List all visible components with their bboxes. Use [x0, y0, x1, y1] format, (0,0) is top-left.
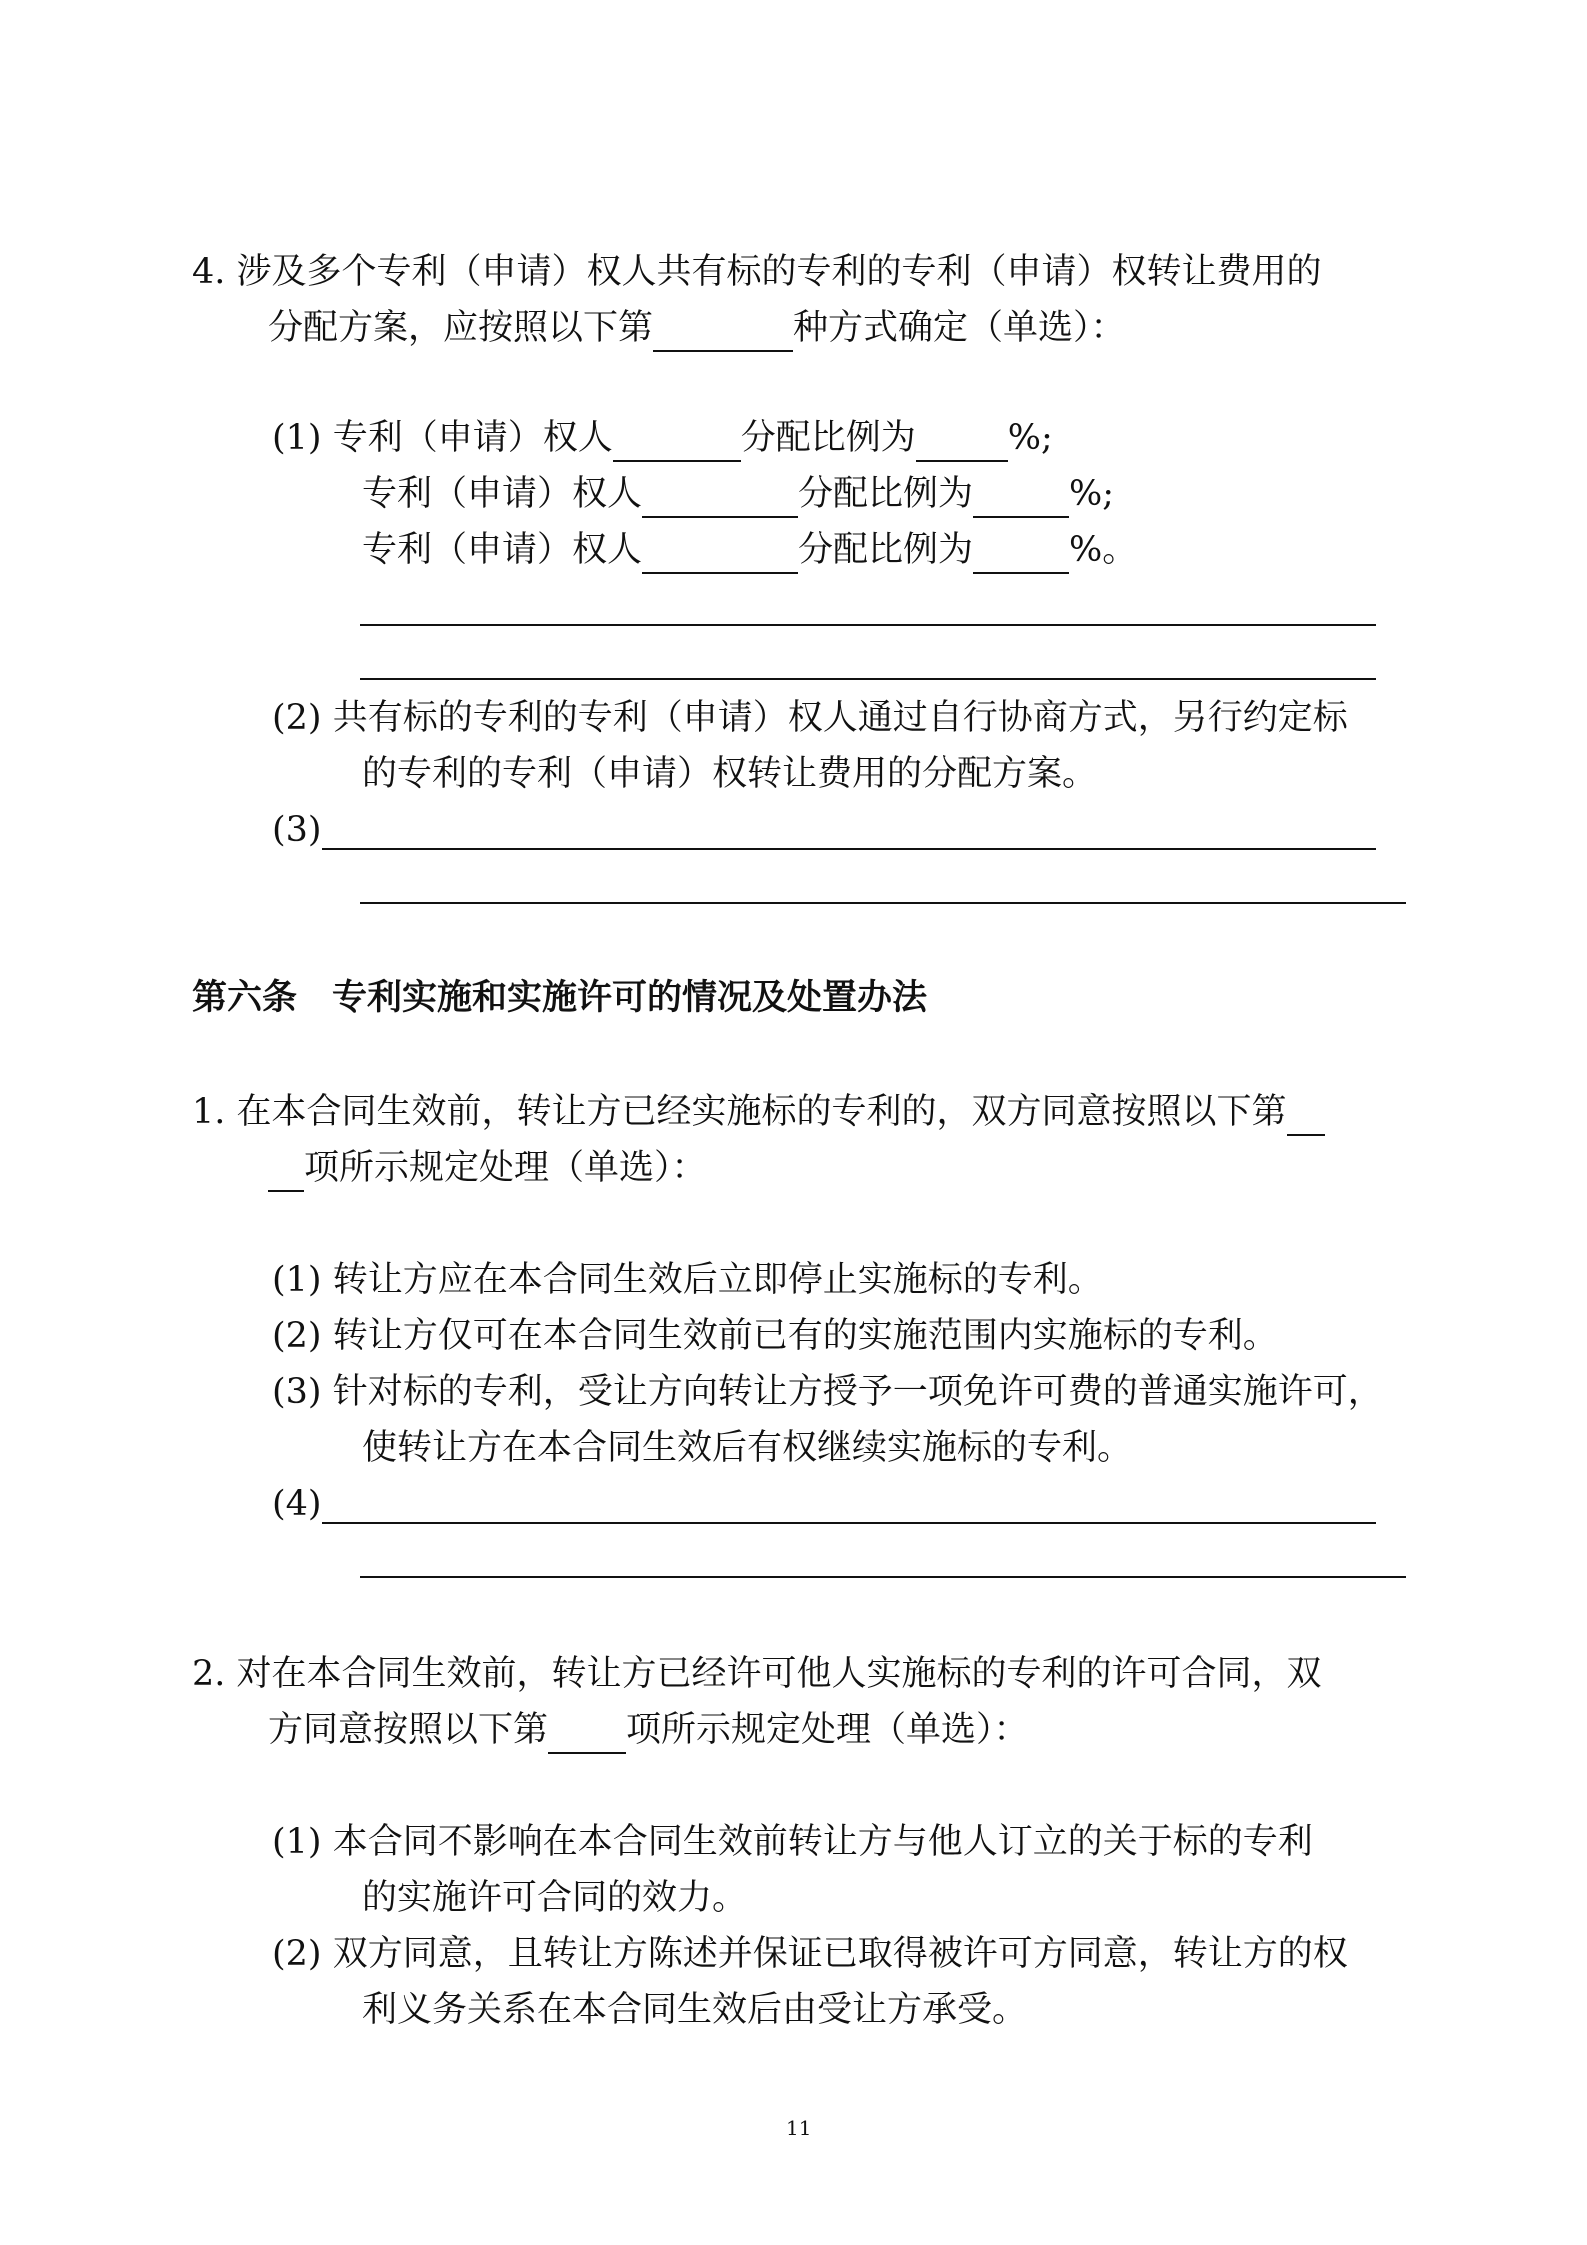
ratio-blank[interactable]: [916, 424, 1008, 462]
holder-name-blank[interactable]: [642, 536, 798, 574]
fill-in-line[interactable]: [360, 624, 1376, 626]
item1-line2-text: 项所示规定处理（单选）：: [304, 1148, 707, 1188]
choice-blank[interactable]: [548, 1716, 626, 1754]
ratio-blank[interactable]: [973, 536, 1069, 574]
percent-sign: %。: [1069, 530, 1138, 570]
item4-line2: [268, 304, 1126, 352]
holder-label: 专利（申请）权人: [362, 474, 643, 514]
fill-in-line[interactable]: [322, 848, 1376, 850]
fill-in-line[interactable]: [360, 1576, 1406, 1578]
ratio-label: 分配比例为: [798, 530, 974, 570]
ratio-blank[interactable]: [973, 480, 1069, 518]
item4-option2-line2: 的专利的专利（申请）权转让费用的分配方案。: [362, 754, 1098, 794]
article6-item1-option3-line2: 使转让方在本合同生效后有权继续实施标的专利。: [362, 1428, 1133, 1468]
article-heading: 第六条 专利实施和实施许可的情况及处置办法: [192, 978, 928, 1018]
article6-item1-option2: (2) 转让方仅可在本合同生效前已有的实施范围内实施标的专利。: [272, 1316, 1278, 1356]
option-number: (1): [272, 418, 322, 458]
article6-item2-option2-line1: (2) 双方同意，且转让方陈述并保证已取得被许可方同意，转让方的权: [272, 1934, 1348, 1974]
percent-sign: %;: [1069, 474, 1115, 514]
choice-blank[interactable]: [653, 314, 793, 352]
ratio-row-3: [362, 526, 1137, 574]
article6-item2-option2-line2: 利义务关系在本合同生效后由受让方承受。: [362, 1990, 1028, 2030]
item4-line1: 4. 涉及多个专利（申请）权人共有标的专利的专利（申请）权转让费用的: [192, 252, 1322, 292]
ratio-row-1: [272, 414, 1053, 462]
item2-line2-pre: 方同意按照以下第: [268, 1710, 549, 1750]
choice-blank-continued[interactable]: [268, 1154, 304, 1192]
holder-name-blank[interactable]: [613, 424, 741, 462]
article6-item1-line1: [192, 1088, 1325, 1136]
article6-item2-option1-line2: 的实施许可合同的效力。: [362, 1878, 748, 1918]
holder-label: 专利（申请）权人: [332, 418, 613, 458]
holder-name-blank[interactable]: [642, 480, 798, 518]
item2-line2-post: 项所示规定处理（单选）：: [626, 1710, 1029, 1750]
item4-option2-line1: (2) 共有标的专利的专利（申请）权人通过自行协商方式，另行约定标: [272, 698, 1348, 738]
choice-blank[interactable]: [1287, 1098, 1325, 1136]
ratio-row-2: [362, 470, 1114, 518]
fill-in-line[interactable]: [322, 1522, 1376, 1524]
item1-line1-text: 1. 在本合同生效前，转让方已经实施标的专利的，双方同意按照以下第: [192, 1092, 1287, 1132]
item4-line2-post: 种方式确定（单选）：: [793, 308, 1126, 348]
article6-item2-line2: [268, 1706, 1029, 1754]
article6-item2-option1-line1: (1) 本合同不影响在本合同生效前转让方与他人订立的关于标的专利: [272, 1822, 1313, 1862]
ratio-label: 分配比例为: [798, 474, 974, 514]
fill-in-line[interactable]: [360, 902, 1406, 904]
article6-item1-option4-number: (4): [272, 1484, 322, 1524]
item4-option3-number: (3): [272, 810, 322, 850]
ratio-label: 分配比例为: [740, 418, 916, 458]
page-number: 11: [786, 2116, 812, 2140]
article6-item1-line2: [268, 1144, 707, 1192]
percent-sign: %;: [1007, 418, 1053, 458]
holder-label: 专利（申请）权人: [362, 530, 643, 570]
article6-item2-line1: 2. 对在本合同生效前，转让方已经许可他人实施标的专利的许可合同，双: [192, 1654, 1322, 1694]
article6-item1-option1: (1) 转让方应在本合同生效后立即停止实施标的专利。: [272, 1260, 1103, 1300]
article6-item1-option3-line1: (3) 针对标的专利，受让方向转让方授予一项免许可费的普通实施许可，: [272, 1372, 1383, 1412]
fill-in-line[interactable]: [360, 678, 1376, 680]
item4-line2-pre: 分配方案，应按照以下第: [268, 308, 654, 348]
